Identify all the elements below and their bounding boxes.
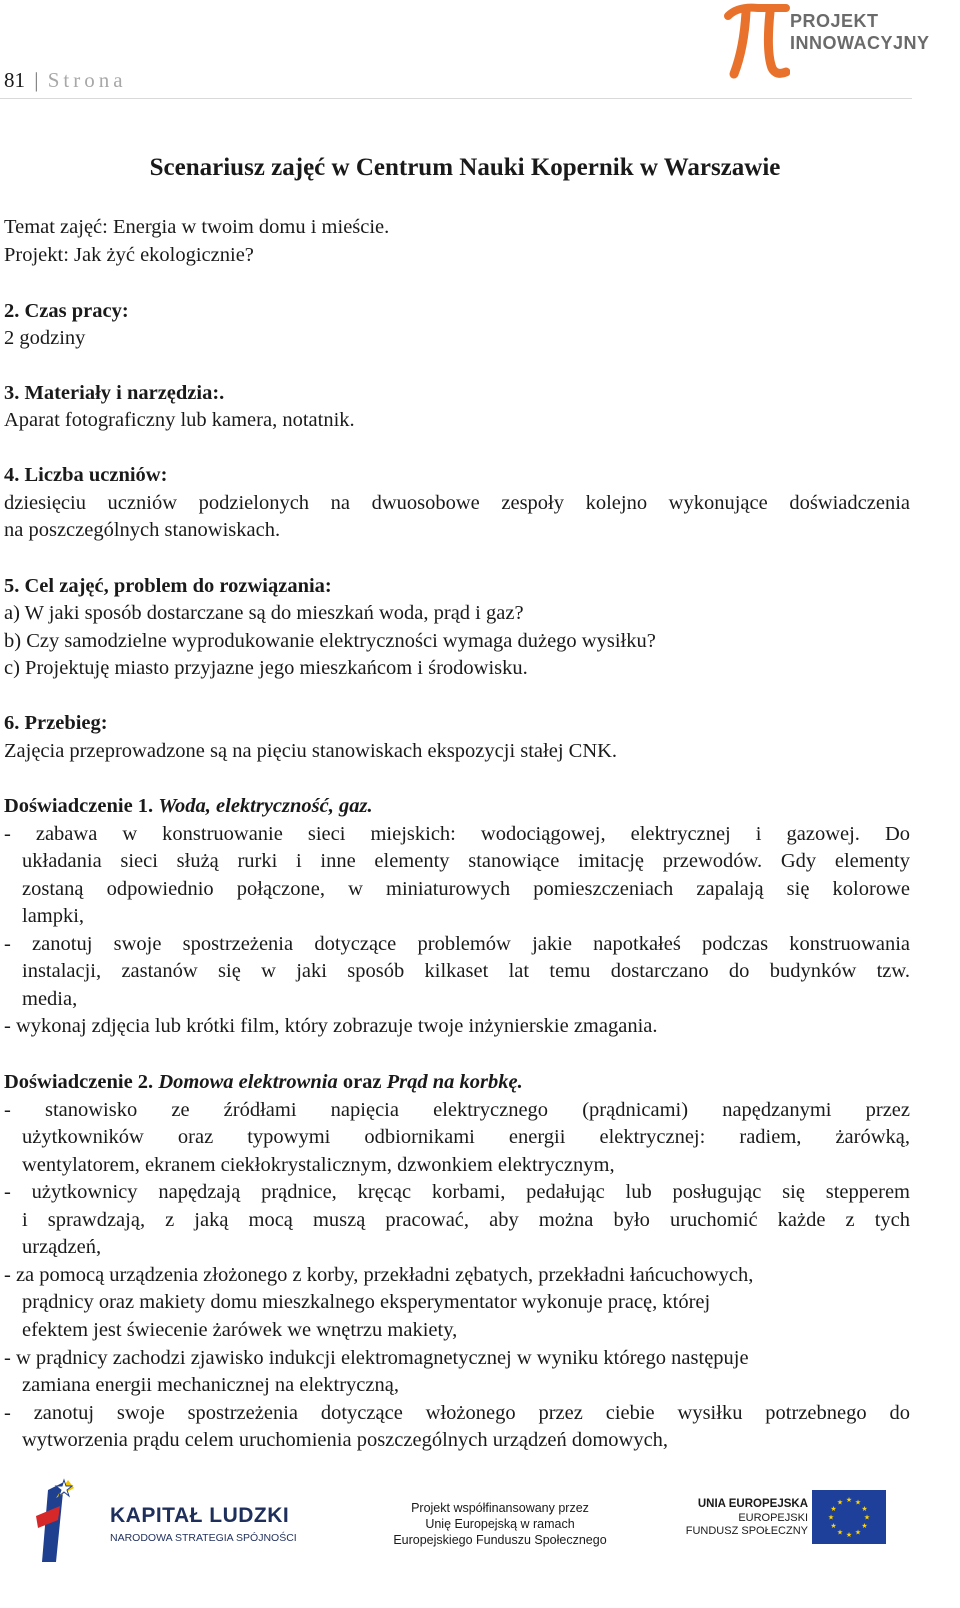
experiment-1-title: Woda, elektryczność, gaz. [158, 795, 373, 817]
experiment-1-line: lampki, [22, 905, 85, 927]
cofinancing-line-1: Projekt współfinansowany przez [411, 1501, 589, 1515]
kapital-ludzki-logo-icon [34, 1476, 96, 1566]
experiment-1-line: - zabawa w konstruowanie sieci miejskich: wodociągowej, elektrycznej i gazowej. Do [4, 823, 910, 845]
header-divider [0, 98, 912, 99]
project-line: Projekt: Jak żyć ekologicznie? [4, 244, 254, 266]
svg-text:★: ★ [830, 1522, 837, 1530]
experiment-1-line: układania sieci służą rurki i inne elementy stanowiące imitację przewodów. Gdy elementy [22, 850, 910, 872]
svg-text:★: ★ [861, 1522, 868, 1530]
cofinancing-line-2: Unię Europejską w ramach [425, 1517, 575, 1531]
experiment-2-line: wytworzenia prądu celem uruchomienia poszczególnych urządzeń domowych, [22, 1429, 669, 1451]
section-2-text: 2 godziny [4, 327, 86, 349]
section-5-item-c: c) Projektuję miasto przyjazne jego mieszkańcom i środowisku. [4, 657, 528, 679]
experiment-2-line: - stanowisko ze źródłami napięcia elektrycznego (prądnicami) napędzanymi przez [4, 1099, 910, 1121]
svg-text:★: ★ [836, 1498, 844, 1507]
page-header [4, 68, 127, 93]
experiment-1-label: Doświadczenie 1. [4, 795, 154, 817]
experiment-2-line: wentylatorem, ekranem ciekłokrystalicznym, dzwonkiem elektrycznym, [22, 1154, 615, 1176]
svg-text:★: ★ [827, 1513, 835, 1522]
experiment-2-line: urządzeń, [22, 1236, 102, 1258]
section-4-line-1: dziesięciu uczniów podzielonych na dwuosobowe zespoły kolejno wykonujące doświadczenia [4, 492, 910, 514]
logo-text-innowacyjny: INNOWACYJNY [790, 33, 930, 53]
svg-text:★: ★ [836, 1528, 844, 1537]
svg-text:★: ★ [863, 1513, 871, 1522]
section-5-heading: 5. Cel zajęć, problem do rozwiązania: [4, 575, 332, 597]
cofinancing-note [384, 1500, 616, 1548]
svg-text:★: ★ [854, 1498, 862, 1507]
experiment-2-line: - użytkownicy napędzają prądnice, kręcąc korbami, pedałując lub posługując się stepperem [4, 1181, 910, 1203]
experiment-2-conjunction: oraz [342, 1071, 382, 1093]
section-6-text: Zajęcia przeprowadzone są na pięciu stanowiskach ekspozycji stałej CNK. [4, 740, 618, 762]
experiment-1-line: media, [22, 988, 78, 1010]
section-4-line-2: na poszczególnych stanowiskach. [4, 519, 281, 541]
experiment-2-line: - zanotuj swoje spostrzeżenia dotyczące włożonego przez ciebie wysiłku potrzebnego do [4, 1402, 910, 1424]
experiment-2-line: i sprawdzają, z jaką mocą muszą pracować, aby można było uruchomić każde z tych [22, 1209, 910, 1231]
page-separator: | [34, 68, 39, 92]
experiment-2-line: efektem jest świecenie żarówek we wnętrzu makiety, [22, 1319, 458, 1341]
experiment-1-heading [4, 792, 373, 820]
svg-text:★: ★ [845, 1496, 853, 1504]
logo-text-projekt: PROJEKT [790, 11, 879, 31]
page-number: 81 [4, 68, 25, 92]
svg-text:★: ★ [845, 1531, 853, 1539]
experiment-1-line: zostaną odpowiednio połączone, w miniaturowych pomieszczeniach zapalają się kolorowe [22, 878, 910, 900]
svg-text:★: ★ [861, 1505, 868, 1513]
experiment-2-line: prądnicy oraz makiety domu mieszkalnego eksperymentator wykonuje pracę, której [22, 1291, 711, 1313]
section-3-heading: 3. Materiały i narzędzia:. [4, 382, 225, 404]
document-title: Scenariusz zajęć w Centrum Nauki Kopernik w Warszawie [149, 154, 781, 181]
experiment-2-line: zamiana energii mechanicznej na elektryczną, [22, 1374, 399, 1396]
section-3-text: Aparat fotograficzny lub kamera, notatnik. [4, 409, 355, 431]
eu-flag-icon [812, 1490, 886, 1544]
experiment-1-line: instalacji, zastanów się w jaki sposób kilkaset lat temu dostarczano do budynków tzw. [22, 960, 910, 982]
experiment-2-title-a: Domowa elektrownia [158, 1071, 338, 1093]
experiment-2-line: - w prądnicy zachodzi zjawisko indukcji elektromagnetycznej w wyniku którego następuje [4, 1347, 749, 1369]
experiment-1-line: - zanotuj swoje spostrzeżenia dotyczące problemów jakie napotkałeś podczas konstruowania [4, 933, 910, 955]
section-2-heading: 2. Czas pracy: [4, 300, 129, 322]
page-word: Strona [47, 68, 127, 92]
experiment-2-line: użytkowników oraz typowymi odbiornikami energii elektrycznej: radiem, żarówką, [22, 1126, 910, 1148]
experiment-2-label: Doświadczenie 2. [4, 1071, 154, 1093]
logo-wordmark [790, 10, 930, 54]
eu-label-line-1: UNIA EUROPEJSKA [697, 1498, 808, 1510]
experiment-2-line: - za pomocą urządzenia złożonego z korby, przekładni zębatych, przekładni łańcuchowych, [4, 1264, 754, 1286]
section-5-item-a: a) W jaki sposób dostarczane są do mieszkań woda, prąd i gaz? [4, 602, 524, 624]
kapital-ludzki-subtitle: NARODOWA STRATEGIA SPÓJNOŚCI [110, 1532, 297, 1544]
eu-label-line-3: FUNDUSZ SPOŁECZNY [685, 1525, 808, 1537]
eu-fund-label [670, 1498, 808, 1539]
section-4-heading: 4. Liczba uczniów: [4, 464, 168, 486]
svg-text:★: ★ [854, 1528, 862, 1537]
svg-text:★: ★ [830, 1505, 837, 1513]
experiment-2-title-b: Prąd na korbkę. [386, 1071, 523, 1093]
topic-line: Temat zajęć: Energia w twoim domu i mieście. [4, 216, 390, 238]
section-6-heading: 6. Przebieg: [4, 712, 108, 734]
experiment-2-heading [4, 1068, 523, 1096]
eu-label-line-2: EUROPEJSKI [738, 1511, 808, 1524]
cofinancing-line-3: Europejskiego Funduszu Społecznego [393, 1533, 607, 1547]
kapital-ludzki-title: KAPITAŁ LUDZKI [110, 1504, 290, 1527]
experiment-1-line: - wykonaj zdjęcia lub krótki film, który zobrazuje twoje inżynierskie zmagania. [4, 1015, 658, 1037]
section-5-item-b: b) Czy samodzielne wyprodukowanie elektryczności wymaga dużego wysiłku? [4, 630, 656, 652]
pi-logo-icon [724, 2, 790, 82]
